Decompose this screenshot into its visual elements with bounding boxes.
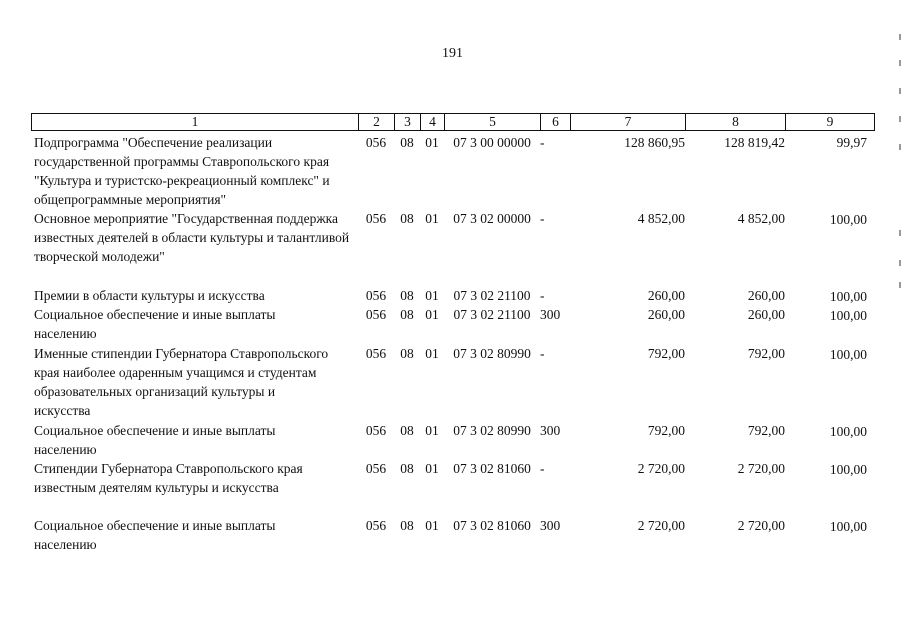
header-cell-3: 3 (395, 114, 421, 131)
row-code-target: 07 3 02 80990 (453, 423, 531, 438)
row-code-ministry: 056 (365, 211, 387, 226)
row-code-section: 08 (400, 461, 414, 476)
page-number: 191 (442, 46, 463, 61)
row-percent: 100,00 (829, 308, 867, 323)
row-code-expense: - (540, 288, 545, 303)
row-code-expense: - (540, 346, 545, 361)
row-plan: 792,00 (647, 346, 685, 361)
row-percent: 100,00 (829, 212, 867, 227)
row-code-target: 07 3 02 00000 (453, 211, 531, 226)
row-actual: 2 720,00 (737, 518, 785, 533)
row-code-expense: 300 (540, 307, 561, 322)
row-code-ministry: 056 (365, 307, 387, 322)
row-code-target: 07 3 02 81060 (453, 461, 531, 476)
header-cell-2: 2 (359, 114, 395, 131)
row-code-section: 08 (400, 307, 414, 322)
row-code-expense: 300 (540, 423, 561, 438)
row-code-ministry: 056 (365, 518, 387, 533)
row-code-ministry: 056 (365, 423, 387, 438)
row-actual: 4 852,00 (737, 211, 785, 226)
row-actual: 792,00 (747, 346, 785, 361)
row-code-ministry: 056 (365, 346, 387, 361)
row-code-section: 08 (400, 288, 414, 303)
row-name: Социальное обеспечение и иные выплаты населению (34, 307, 276, 341)
row-code-subsection: 01 (425, 461, 439, 476)
row-name: Социальное обеспечение и иные выплаты населению (34, 518, 276, 552)
row-actual: 2 720,00 (737, 461, 785, 476)
row-code-subsection: 01 (425, 423, 439, 438)
row-name: Стипендии Губернатора Ставропольского края известным деятелям культуры и искусства (34, 461, 303, 495)
row-percent: 99,97 (836, 135, 867, 150)
row-code-subsection: 01 (425, 346, 439, 361)
table-header (31, 113, 875, 131)
header-cell-9: 9 (786, 114, 875, 131)
row-code-target: 07 3 02 21100 (453, 288, 531, 303)
row-code-target: 07 3 00 00000 (453, 135, 531, 150)
row-name: Подпрограмма "Обеспечение реализации государственной программы Ставропольского края "Культура и туристско-рекреационный комплекс" и общепрограммные мероприятия" (34, 135, 330, 207)
row-code-subsection: 01 (425, 288, 439, 303)
row-percent: 100,00 (829, 462, 867, 477)
row-plan: 2 720,00 (637, 461, 685, 476)
scan-margin-marks (897, 30, 905, 290)
header-row (32, 114, 875, 131)
row-percent: 100,00 (829, 289, 867, 304)
row-name: Именные стипендии Губернатора Ставропольского края наиболее одаренным учащимся и студентам образовательных организаций культуры и искусства (34, 346, 329, 418)
row-plan: 260,00 (647, 288, 685, 303)
row-actual: 260,00 (747, 288, 785, 303)
row-code-expense: - (540, 135, 545, 150)
row-code-ministry: 056 (365, 288, 387, 303)
row-code-expense: - (540, 461, 545, 476)
row-code-subsection: 01 (425, 135, 439, 150)
row-actual: 260,00 (747, 307, 785, 322)
row-plan: 4 852,00 (637, 211, 685, 226)
row-code-section: 08 (400, 346, 414, 361)
row-code-subsection: 01 (425, 307, 439, 322)
header-cell-5: 5 (445, 114, 541, 131)
row-code-expense: - (540, 211, 545, 226)
row-plan: 2 720,00 (637, 518, 685, 533)
row-percent: 100,00 (829, 424, 867, 439)
row-percent: 100,00 (829, 519, 867, 534)
row-code-subsection: 01 (425, 211, 439, 226)
header-cell-7: 7 (571, 114, 686, 131)
row-code-ministry: 056 (365, 461, 387, 476)
row-actual: 792,00 (747, 423, 785, 438)
row-plan: 792,00 (647, 423, 685, 438)
row-actual: 128 819,42 (724, 135, 785, 150)
row-code-section: 08 (400, 211, 414, 226)
row-code-target: 07 3 02 21100 (453, 307, 531, 322)
header-cell-6: 6 (541, 114, 571, 131)
header-cell-1: 1 (32, 114, 359, 131)
row-code-section: 08 (400, 135, 414, 150)
row-code-expense: 300 (540, 518, 561, 533)
row-name: Премии в области культуры и искусства (34, 288, 265, 303)
row-plan: 128 860,95 (624, 135, 685, 150)
row-code-section: 08 (400, 518, 414, 533)
row-code-target: 07 3 02 80990 (453, 346, 531, 361)
row-plan: 260,00 (647, 307, 685, 322)
row-code-ministry: 056 (365, 135, 387, 150)
row-name: Социальное обеспечение и иные выплаты населению (34, 423, 276, 457)
header-cell-8: 8 (686, 114, 786, 131)
row-code-target: 07 3 02 81060 (453, 518, 531, 533)
row-code-subsection: 01 (425, 518, 439, 533)
header-cell-4: 4 (421, 114, 445, 131)
row-code-section: 08 (400, 423, 414, 438)
row-percent: 100,00 (829, 347, 867, 362)
row-name: Основное мероприятие "Государственная поддержка известных деятелей в области культуры и талантливой творческой молодежи" (34, 211, 350, 264)
